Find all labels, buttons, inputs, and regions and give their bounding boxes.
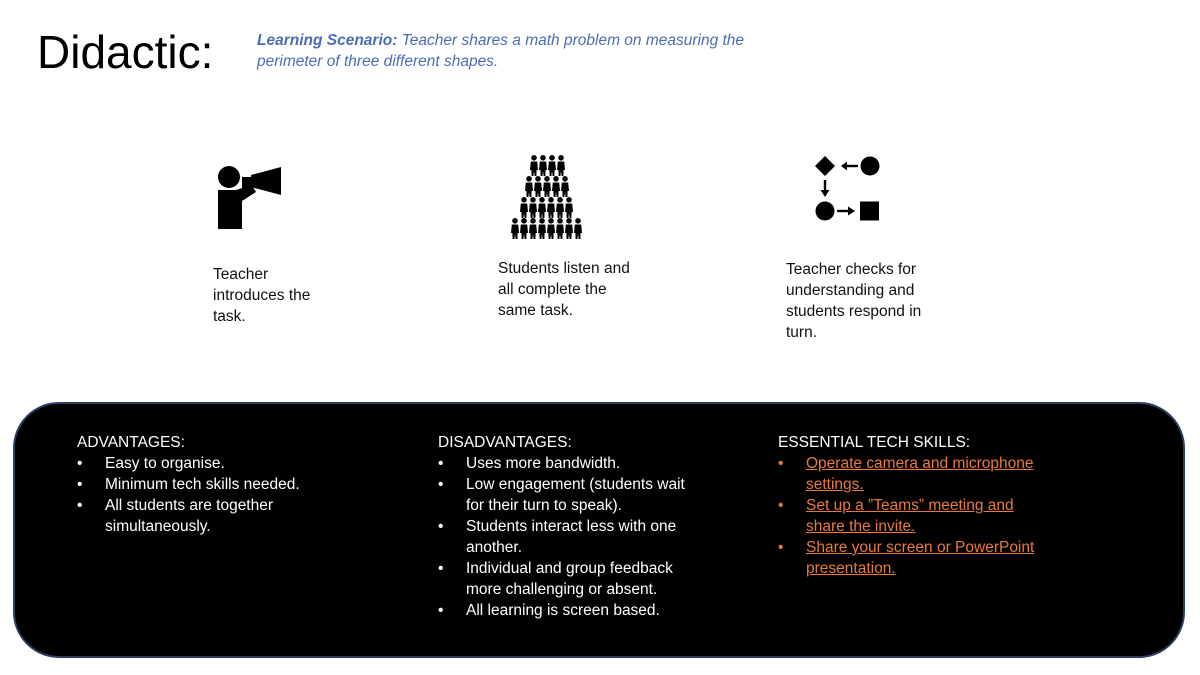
item-text: Uses more bandwidth. — [466, 455, 621, 472]
item-text: All learning is screen based. — [466, 602, 660, 619]
bullet-icon: • — [438, 518, 444, 535]
list-item — [77, 495, 337, 537]
bullet-icon: • — [77, 476, 83, 493]
bullet-icon: • — [778, 455, 784, 472]
step-text-2: Students listen and all complete the same task. — [498, 260, 630, 319]
step-text-1: Teacher introduces the task. — [213, 266, 311, 325]
tech-skills-column — [778, 432, 1038, 579]
skill-link-share-screen[interactable]: Share your screen or PowerPoint presentation. — [806, 539, 1035, 577]
bullet-icon: • — [438, 560, 444, 577]
item-text: Easy to organise. — [105, 455, 225, 472]
bullet-icon: • — [778, 539, 784, 556]
skill-link-camera[interactable]: Operate camera and microphone settings. — [806, 455, 1034, 493]
item-text: All students are together simultaneously. — [105, 497, 274, 535]
list-item — [778, 537, 1038, 579]
advantages-heading: ADVANTAGES: — [77, 434, 185, 451]
bullet-icon: • — [438, 476, 444, 493]
list-item — [778, 495, 1038, 537]
list-item — [438, 516, 703, 558]
scenario-label: Learning Scenario: — [257, 32, 398, 49]
process-shapes-icon — [813, 155, 881, 223]
list-item — [438, 600, 703, 621]
list-item — [77, 453, 337, 474]
disadvantages-column — [438, 432, 703, 621]
item-text: Low engagement (students wait for their turn to speak). — [466, 476, 685, 514]
page-title: Didactic: — [37, 26, 214, 78]
learning-scenario — [257, 30, 777, 72]
bullet-icon: • — [438, 455, 444, 472]
item-text: Minimum tech skills needed. — [105, 476, 300, 493]
summary-panel — [13, 402, 1185, 658]
bullet-icon: • — [77, 497, 83, 514]
list-item — [77, 474, 337, 495]
advantages-column — [77, 432, 337, 537]
list-item — [438, 558, 703, 600]
list-item — [438, 453, 703, 474]
crowd-icon — [510, 155, 588, 241]
item-text: Individual and group feedback more challenging or absent. — [466, 560, 673, 598]
item-text: Students interact less with one another. — [466, 518, 677, 556]
step-text-3: Teacher checks for understanding and students respond in turn. — [786, 261, 922, 341]
skill-link-teams[interactable]: Set up a ”Teams” meeting and share the invite. — [806, 497, 1014, 535]
tech-skills-heading: ESSENTIAL TECH SKILLS: — [778, 434, 971, 451]
scenario-text: Teacher shares a math problem on measuring the perimeter of three different shapes. — [257, 32, 745, 70]
list-item — [438, 474, 703, 516]
megaphone-teacher-icon — [216, 163, 282, 231]
list-item — [778, 453, 1038, 495]
bullet-icon: • — [438, 602, 444, 619]
bullet-icon: • — [77, 455, 83, 472]
bullet-icon: • — [778, 497, 784, 514]
disadvantages-heading: DISADVANTAGES: — [438, 434, 572, 451]
